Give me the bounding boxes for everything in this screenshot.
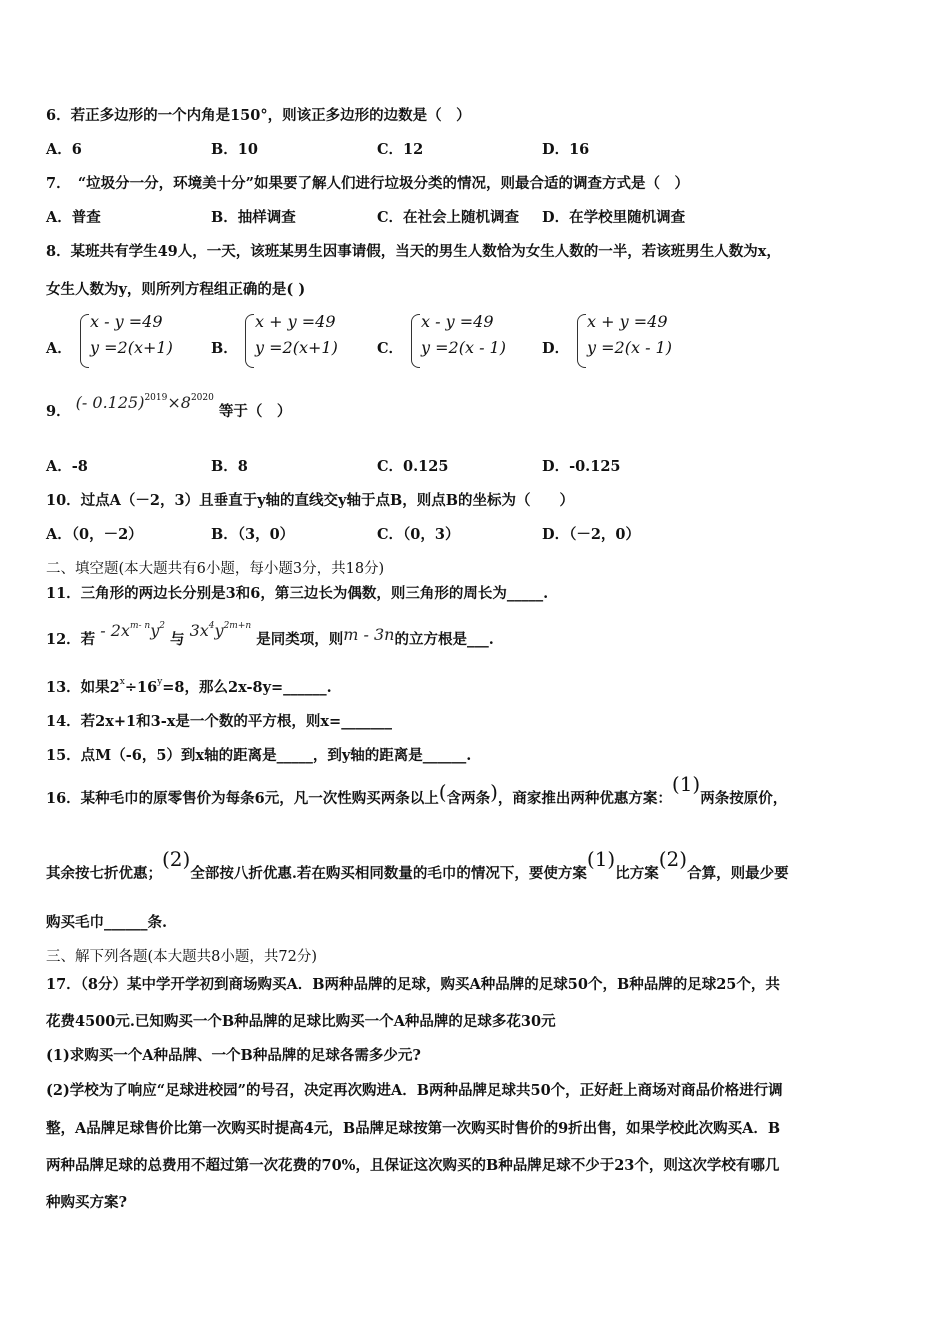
q12-mid: 与 xyxy=(170,631,185,648)
q12-t2b: y xyxy=(214,621,224,640)
q10-option-a: A．（0，－2） xyxy=(46,526,143,543)
q16-line2d: 合算，则最少要 xyxy=(687,865,789,882)
q8-system-b xyxy=(245,314,355,366)
q9-tail: 等于（ ） xyxy=(218,403,292,420)
q13-sup2: y xyxy=(157,677,163,687)
q14: 14．若2x+1和3-x是一个数的平方根，则x=_______ xyxy=(46,713,392,730)
q16-paren1: ( xyxy=(438,780,447,804)
q12-tail: 的立方根是___. xyxy=(394,631,494,648)
q16-line1b: 含两条 xyxy=(446,790,491,807)
q12-term2 xyxy=(190,621,252,640)
q13 xyxy=(46,676,332,697)
q8-system-a xyxy=(80,314,190,366)
q12-number: 12．若 xyxy=(46,631,96,648)
q12-t1: - 2x xyxy=(100,621,130,640)
q16-mark4: (2) xyxy=(658,847,688,871)
q8-d-eq2: y =2(x - 1) xyxy=(587,338,672,357)
q16-line2 xyxy=(46,847,789,883)
q9-base: (- 0.125) xyxy=(75,393,145,412)
q9-option-d: D．-0.125 xyxy=(542,458,621,475)
q8-a-eq2: y =2(x+1) xyxy=(90,338,173,357)
q16-line1c: ，商家推出两种优惠方案： xyxy=(497,790,672,807)
q9-number: 9． xyxy=(46,403,71,420)
q12-t1b: y xyxy=(150,621,160,640)
q12-mid2: 是同类项，则 xyxy=(256,631,344,648)
q8-label-b: B． xyxy=(211,340,238,357)
q7-option-b: B．抽样调查 xyxy=(211,209,296,226)
q8-b-eq2: y =2(x+1) xyxy=(255,338,338,357)
q7-option-c: C．在社会上随机调查 xyxy=(377,209,520,226)
q9-option-b: B．8 xyxy=(211,458,248,475)
q17-line7: 种购买方案? xyxy=(46,1194,127,1211)
q8-label-c: C． xyxy=(377,340,404,357)
q17-line4: (2)学校为了响应“足球进校园”的号召，决定再次购进A．B两种品牌足球共50个，正好赶上商场对商品价格进行调 xyxy=(46,1082,783,1099)
brace-icon xyxy=(577,314,586,368)
q16-line2c: 比方案 xyxy=(615,865,659,882)
q9-exp2: 2020 xyxy=(190,393,214,403)
q17-line6: 两种品牌足球的总费用不超过第一次花费的70%，且保证这次购买的B种品牌足球不少于23个，则这次学校有哪几 xyxy=(46,1157,780,1174)
q16-mark2: (2) xyxy=(162,847,191,871)
q13-sup1: x xyxy=(119,677,125,687)
q9-stem xyxy=(46,393,292,421)
q12 xyxy=(46,621,494,649)
q9-option-a: A．-8 xyxy=(46,458,88,475)
q15: 15．点M（-6，5）到x轴的距离是_____，到y轴的距离是______. xyxy=(46,747,472,764)
q7-stem: 7． “垃圾分一分，环境美十分”如果要了解人们进行垃圾分类的情况，则最合适的调查方式是（ ） xyxy=(46,175,690,192)
q16-line2b: 全部按八折优惠.若在购买相同数量的毛巾的情况下，要使方案 xyxy=(190,865,587,882)
q10-option-c: C．（0，3） xyxy=(377,526,460,543)
q17-line1: 17．（8分）某中学开学初到商场购买A．B两种品牌的足球，购买A种品牌的足球50个，B种品牌的足球25个，共 xyxy=(46,976,780,993)
q16-mark1: (1) xyxy=(671,772,701,796)
q10-option-b: B．（3，0） xyxy=(211,526,295,543)
q8-stem-line2: 女生人数为y，则所列方程组正确的是( ) xyxy=(46,281,306,298)
q8-c-eq1: x - y =49 xyxy=(421,312,494,331)
q16-line3: 购买毛巾______条. xyxy=(46,914,168,931)
q8-label-d: D． xyxy=(542,340,570,357)
q6-option-c: C．12 xyxy=(377,141,424,158)
q17-line5: 整，A品牌足球售价比第一次购买时提高4元，B品牌足球按第一次购买时售价的9折出售，如果学校此次购买A．B xyxy=(46,1120,781,1137)
q16-line1a: 16．某种毛巾的原零售价为每条6元，凡一次性购买两条以上 xyxy=(46,790,439,807)
q16-line2a: 其余按七折优惠； xyxy=(46,865,162,882)
q12-t2b-sup: 2m+n xyxy=(223,621,252,631)
q12-expr: m - 3n xyxy=(343,625,395,644)
q12-t1-sup: m- n xyxy=(129,621,151,631)
q8-d-eq1: x + y =49 xyxy=(587,312,668,331)
q16-paren2: ) xyxy=(490,780,498,804)
q9-option-c: C．0.125 xyxy=(377,458,449,475)
q12-t2: 3x xyxy=(189,621,209,640)
q13-a: 13．如果2 xyxy=(46,679,120,696)
q12-term1 xyxy=(100,621,165,640)
q16-mark3: (1) xyxy=(586,847,616,871)
q7-option-a: A．普查 xyxy=(46,209,101,226)
q8-stem-line1: 8．某班共有学生49人，一天，该班某男生因事请假，当天的男生人数恰为女生人数的一半，若该班男生人数为x， xyxy=(46,243,781,260)
q13-b: ÷16 xyxy=(124,679,158,696)
q16-line1 xyxy=(46,772,788,808)
q17-line2: 花费4500元.已知购买一个B种品牌的足球比购买一个A种品牌的足球多花30元 xyxy=(46,1013,556,1030)
q12-t2-sup: 4 xyxy=(208,621,215,631)
q17-line3: (1)求购买一个A种品牌、一个B种品牌的足球各需多少元? xyxy=(46,1047,421,1064)
q13-c: =8，那么2x-8y=______. xyxy=(162,679,332,696)
q8-label-a: A． xyxy=(46,340,72,357)
q10-stem: 10．过点A（－2，3）且垂直于y轴的直线交y轴于点B，则点B的坐标为（ ） xyxy=(46,492,574,509)
q7-option-d: D．在学校里随机调查 xyxy=(542,209,686,226)
q10-option-d: D．（－2，0） xyxy=(542,526,641,543)
q8-b-eq1: x + y =49 xyxy=(255,312,336,331)
section-3-heading: 三、解下列各题(本大题共8小题，共72分) xyxy=(46,949,317,965)
q8-c-eq2: y =2(x - 1) xyxy=(421,338,506,357)
section-2-heading: 二、填空题(本大题共有6小题，每小题3分，共18分) xyxy=(46,561,385,577)
q8-a-eq1: x - y =49 xyxy=(90,312,163,331)
q8-system-c xyxy=(411,314,521,366)
q9-times: ×8 xyxy=(167,393,191,412)
brace-icon xyxy=(245,314,254,368)
q8-system-d xyxy=(577,314,687,366)
q16-line1d: 两条按原价， xyxy=(700,790,788,807)
q6-option-b: B．10 xyxy=(211,141,258,158)
q9-exp1: 2019 xyxy=(144,393,168,403)
q6-option-d: D．16 xyxy=(542,141,590,158)
q11: 11．三角形的两边长分别是3和6，第三边长为偶数，则三角形的周长为_____. xyxy=(46,585,549,602)
q6-stem: 6．若正多边形的一个内角是150°，则该正多边形的边数是（ ） xyxy=(46,107,471,124)
q12-t1b-sup: 2 xyxy=(159,621,165,631)
brace-icon xyxy=(411,314,420,368)
q6-option-a: A．6 xyxy=(46,141,82,158)
brace-icon xyxy=(80,314,89,368)
